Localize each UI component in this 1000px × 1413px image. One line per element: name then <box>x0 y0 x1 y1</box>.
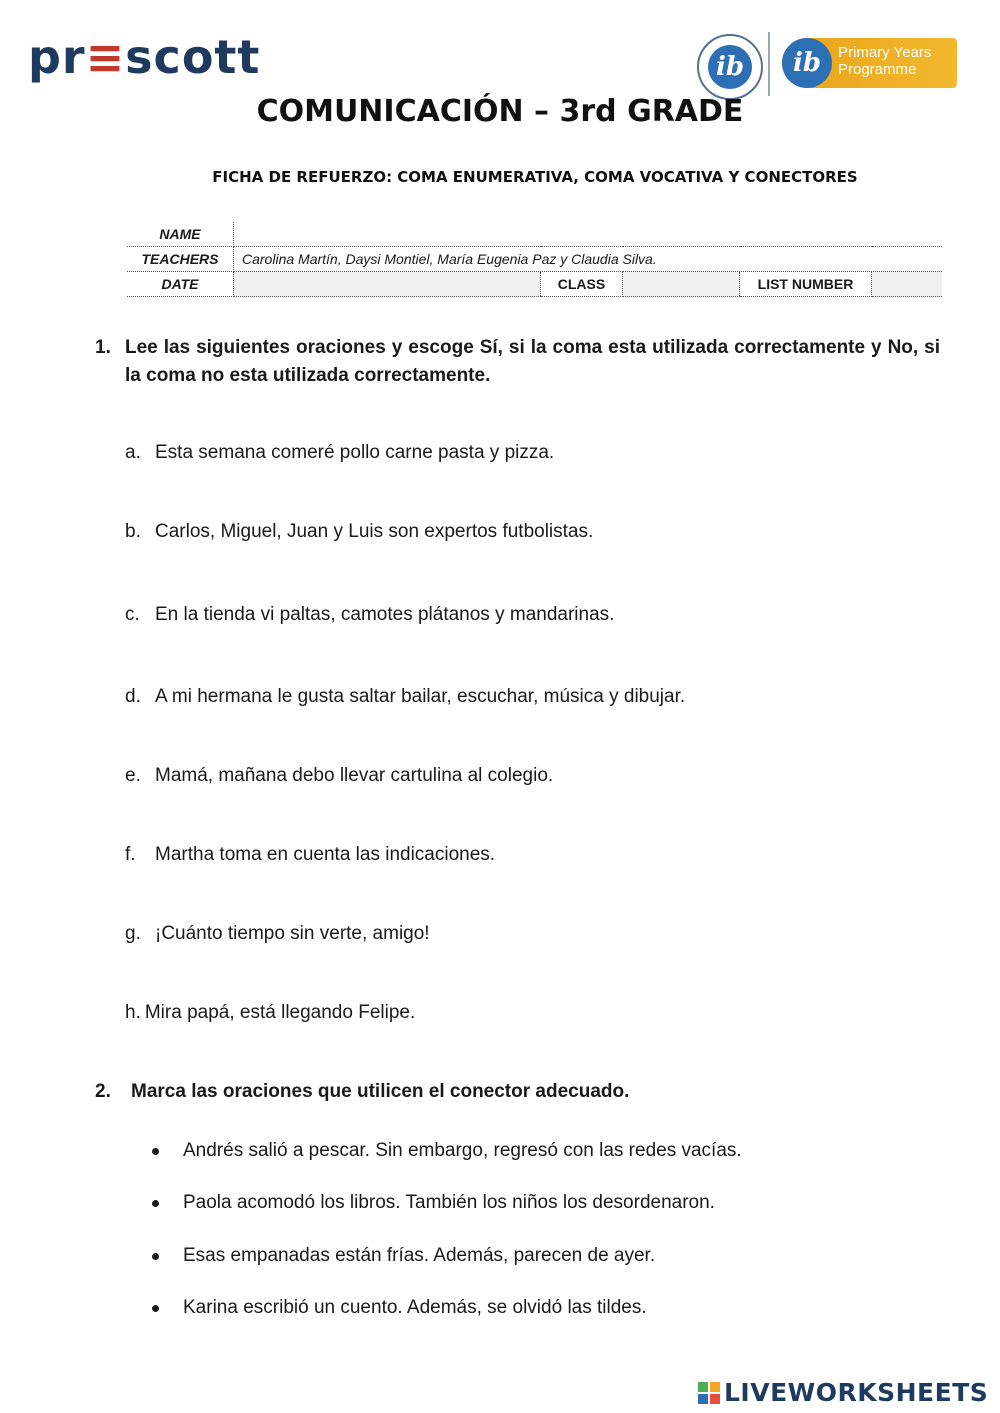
date-field[interactable] <box>234 272 541 297</box>
question-1-number: 1. <box>95 337 111 358</box>
item-text: A mi hermana le gusta saltar bailar, escuchar, música y dibujar. <box>155 686 686 707</box>
class-label: CLASS <box>541 272 623 297</box>
logo-divider <box>768 32 770 96</box>
connector-option-2[interactable] <box>152 1192 715 1214</box>
name-row <box>127 222 942 247</box>
pyp-logo <box>782 38 957 88</box>
question-2-instruction: Marca las oraciones que utilicen el conector adecuado. <box>131 1081 630 1102</box>
connector-option-1[interactable] <box>152 1140 742 1162</box>
bullet-icon <box>152 1148 159 1155</box>
sentence-item-a <box>125 442 554 464</box>
item-letter: b. <box>125 521 141 542</box>
item-letter: c. <box>125 604 140 625</box>
list-number-label: LIST NUMBER <box>740 272 872 297</box>
sentence-item-c <box>125 604 614 626</box>
connector-option-4[interactable] <box>152 1297 647 1319</box>
option-text: Karina escribió un cuento. Además, se olvidó las tildes. <box>183 1297 647 1318</box>
item-letter: d. <box>125 686 141 707</box>
connector-option-3[interactable] <box>152 1245 655 1267</box>
pyp-line-2: Programme <box>838 61 917 78</box>
bullet-icon <box>152 1253 159 1260</box>
liveworksheets-name: LIVEWORKSHEETS <box>724 1378 989 1407</box>
sentence-item-f <box>125 844 495 866</box>
document-subtitle: FICHA DE REFUERZO: COMA ENUMERATIVA, COMA VOCATIVA Y CONECTORES <box>212 168 858 186</box>
item-text: ¡Cuánto tiempo sin verte, amigo! <box>155 923 430 944</box>
sentence-item-d <box>125 686 685 708</box>
sentence-item-h <box>125 1002 415 1024</box>
date-label: DATE <box>127 272 234 297</box>
ib-world-school-seal <box>697 34 763 100</box>
ib-seal-mark: ib <box>708 45 752 89</box>
pyp-text <box>838 44 931 78</box>
option-text: Paola acomodó los libros. También los niños los desordenaron. <box>183 1192 715 1213</box>
question-1-instruction: Lee las siguientes oraciones y escoge Sí, si la coma esta utilizada correctamente y No, si la coma no esta utilizada correctamente. <box>125 337 940 386</box>
item-letter: f. <box>125 844 136 865</box>
item-text: Mira papá, está llegando Felipe. <box>144 1002 416 1023</box>
item-letter: g. <box>125 923 141 944</box>
date-row <box>127 272 942 297</box>
item-text: Esta semana comeré pollo carne pasta y pizza. <box>155 442 555 463</box>
item-letter: h. <box>125 1002 141 1023</box>
brand-accent: ≡ <box>85 30 126 84</box>
item-letter: a. <box>125 442 141 463</box>
bullet-icon <box>152 1305 159 1312</box>
teachers-row <box>127 247 942 272</box>
question-2-number: 2. <box>95 1081 111 1102</box>
prescott-logo <box>28 30 260 84</box>
name-field[interactable] <box>234 222 943 247</box>
pyp-ib-mark: ib <box>782 38 832 88</box>
teachers-value: Carolina Martín, Daysi Montiel, María Eugenia Paz y Claudia Silva. <box>234 247 943 272</box>
list-number-field[interactable] <box>872 272 943 297</box>
sentence-item-b <box>125 521 593 543</box>
brand-prefix: pr <box>28 30 86 84</box>
sentence-item-e <box>125 765 553 787</box>
class-field[interactable] <box>623 272 740 297</box>
item-text: Carlos, Miguel, Juan y Luis son expertos futbolistas. <box>155 521 594 542</box>
item-text: En la tienda vi paltas, camotes plátanos y mandarinas. <box>155 604 615 625</box>
option-text: Andrés salió a pescar. Sin embargo, regresó con las redes vacías. <box>183 1140 742 1161</box>
option-text: Esas empanadas están frías. Además, parecen de ayer. <box>183 1245 656 1266</box>
pyp-line-1: Primary Years <box>838 44 932 61</box>
item-text: Mamá, mañana debo llevar cartulina al colegio. <box>155 765 554 786</box>
item-letter: e. <box>125 765 141 786</box>
brand-suffix: scott <box>125 30 261 84</box>
document-title: COMUNICACIÓN – 3rd GRADE <box>256 94 744 129</box>
student-info-table <box>127 222 942 297</box>
question-1 <box>95 334 940 390</box>
sentence-item-g <box>125 923 430 945</box>
liveworksheets-watermark <box>698 1378 988 1407</box>
liveworksheets-logo-icon <box>698 1382 720 1404</box>
question-2 <box>95 1081 629 1103</box>
teachers-label: TEACHERS <box>127 247 234 272</box>
bullet-icon <box>152 1200 159 1207</box>
item-text: Martha toma en cuenta las indicaciones. <box>155 844 496 865</box>
name-label: NAME <box>127 222 234 247</box>
